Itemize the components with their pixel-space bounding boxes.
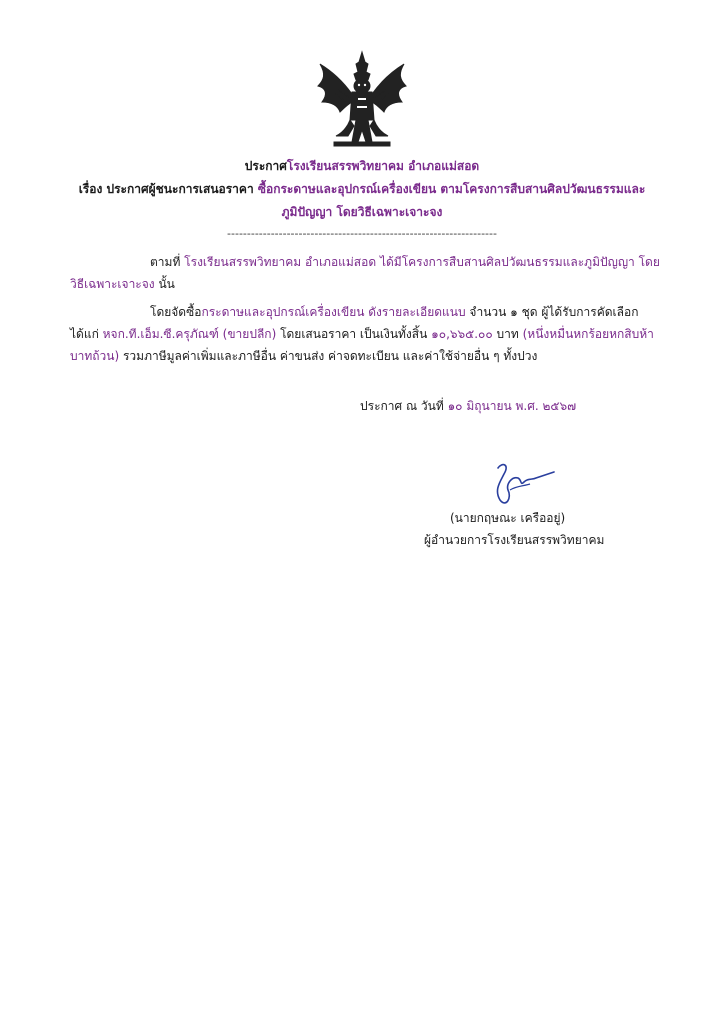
- para2-amount: ๑๐,๖๖๕.๐๐: [427, 327, 493, 341]
- para2-item: กระดาษและอุปกรณ์เครื่องเขียน ดังรายละเอียดแนบ: [201, 305, 466, 319]
- date-value: ๑๐ มิถุนายน พ.ศ. ๒๕๖๗: [443, 399, 577, 413]
- para2-line2: [70, 326, 654, 342]
- signatory-name: (นายกฤษณะ เครืออยู่): [450, 511, 566, 525]
- para2-amount-words: (หนึ่งหมื่นหกร้อยหกสิบห้า: [518, 327, 654, 341]
- para1-line1: [150, 254, 660, 270]
- para1-school: โรงเรียนสรรพวิทยาคม อำเภอแม่สอด: [180, 255, 377, 269]
- title-prefix: ประกาศ: [244, 159, 287, 173]
- handwritten-signature-icon: [480, 460, 560, 512]
- header-divider: --------------------------------------------------------------------: [227, 227, 497, 240]
- signatory-position: ผู้อำนวยการโรงเรียนสรรพวิทยาคม: [424, 533, 605, 547]
- para1-lead: ตามที่: [150, 255, 181, 269]
- para1-end: นั้น: [154, 277, 175, 291]
- announcement-date: [360, 398, 576, 414]
- para1-rest: ได้มีโครงการสืบสานศิลปวัฒนธรรมและภูมิปัญญา โดย: [376, 255, 660, 269]
- title-school: โรงเรียนสรรพวิทยาคม อำเภอแม่สอด: [286, 159, 480, 173]
- para2-offer: โดยเสนอราคา เป็นเงินทั้งสิ้น: [276, 327, 428, 341]
- para2-line3: [70, 348, 537, 364]
- announcement-title: [0, 158, 724, 174]
- date-lead: ประกาศ ณ วันที่: [360, 399, 444, 413]
- para1-method: วิธีเฉพาะเจาะจง: [70, 277, 155, 291]
- announcement-subject-line2: ภูมิปัญญา โดยวิธีเฉพาะเจาะจง: [281, 205, 443, 219]
- para2-tail: รวมภาษีมูลค่าเพิ่มและภาษีอื่น ค่าขนส่ง ค่าจดทะเบียน และค่าใช้จ่ายอื่น ๆ ทั้งปวง: [119, 349, 538, 363]
- subject-label: เรื่อง ประกาศผู้ชนะการเสนอราคา: [78, 182, 254, 196]
- subject-item: ซื้อกระดาษและอุปกรณ์เครื่องเขียน ตามโครงการสืบสานศิลปวัฒนธรรมและ: [253, 182, 646, 196]
- garuda-emblem-icon: [312, 50, 412, 150]
- para1-line2: [70, 276, 175, 292]
- para2-amount-words2: บาทถ้วน): [70, 349, 120, 363]
- para2-line1: [150, 304, 638, 320]
- para2-qty: จำนวน ๑ ชุด ผู้ได้รับการคัดเลือก: [465, 305, 639, 319]
- para2-winner: หจก.ที.เอ็ม.ซี.ครุภัณฑ์ (ขายปลีก): [98, 327, 277, 341]
- announcement-subject: [0, 181, 724, 197]
- para2-winner-lead: ได้แก่: [70, 327, 99, 341]
- para2-lead: โดยจัดซื้อ: [150, 305, 202, 319]
- para2-baht: บาท: [492, 327, 519, 341]
